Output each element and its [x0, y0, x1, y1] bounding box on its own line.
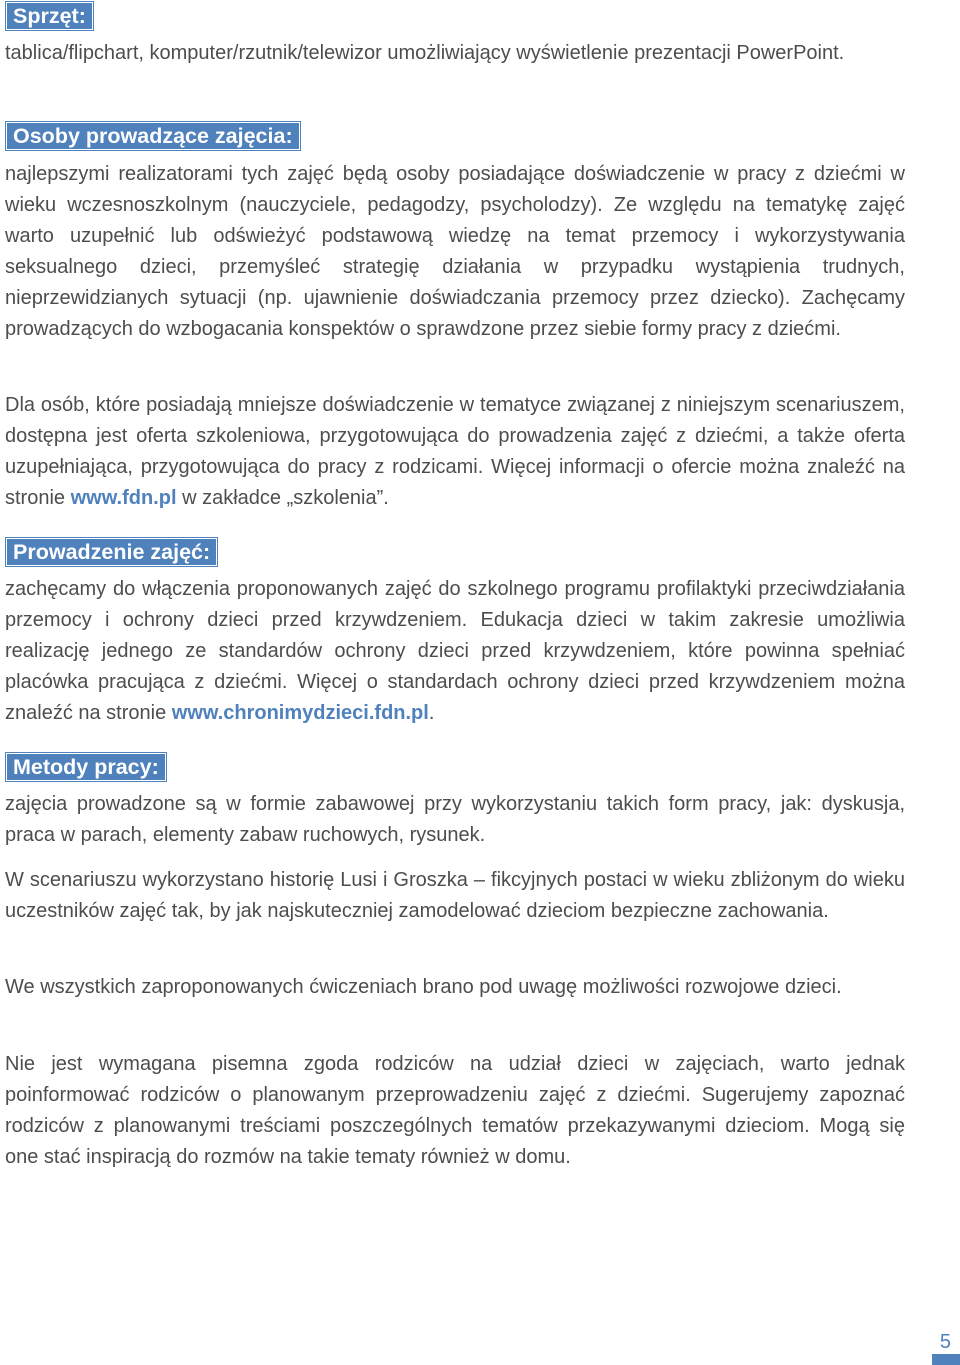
- leaders-paragraph-1: najlepszymi realizatorami tych zajęć będą osoby posiadające doświadczenie w pracy z dziećmi w wieku wczesnoszkolnym (nauczyciele, pedagodzy, psycholodzy). Ze względu na tematykę zajęć warto uzupełnić lub odświeżyć podstawową wiedzę na temat przemocy i wykorzystywania seksualnego dzieci, przemyśleć strategię działania w przypadku wystąpienia trudnych, nieprzewidzianych sytuacji (np. ujawnienie doświadczania przemocy przez dziecko). Zachęcamy prowadzących do wzbogacania konspektów o sprawdzone przez siebie formy pracy z dziećmi.: [5, 163, 905, 340]
- section-equipment: [5, 3, 92, 29]
- section-conducting: [5, 539, 216, 565]
- methods-paragraph-3: We wszystkich zaproponowanych ćwiczeniach brano pod uwagę możliwości rozwojowe dzieci.: [5, 976, 842, 998]
- page-number: 5: [939, 1331, 951, 1353]
- heading-leaders: Osoby prowadzące zajęcia:: [7, 123, 299, 149]
- leaders-paragraph-2: [5, 390, 905, 514]
- footer-accent-bar: [932, 1354, 960, 1365]
- leaders-p2-text: Dla osób, które posiadają mniejsze doświadczenie w tematyce związanej z niniejszym scenariuszem, dostępna jest oferta szkoleniowa, przygotowująca do prowadzenia zajęć z dziećmi, a także oferta uzupełniająca, przygotowująca do pracy z rodzicami. Więcej informacji o ofercie można znaleźć na stronie: [5, 394, 905, 509]
- conducting-paragraph: [5, 574, 905, 729]
- fdn-link[interactable]: www.fdn.pl: [70, 487, 177, 509]
- heading-methods: Metody pracy:: [7, 754, 165, 780]
- conducting-text: zachęcamy do włączenia proponowanych zajęć do szkolnego programu profilaktyki przeciwdziałania przemocy i ochrony dzieci przed krzywdzeniem. Edukacja dzieci w takim zakresie umożliwia realizację jednego ze standardów ochrony dzieci przed krzywdzeniem, które powinna spełniać placówka pracująca z dziećmi. Więcej o standardach ochrony dzieci przed krzywdzeniem można znaleźć na stronie: [5, 578, 905, 724]
- heading-conducting: Prowadzenie zajęć:: [7, 539, 216, 565]
- equipment-paragraph: tablica/flipchart, komputer/rzutnik/telewizor umożliwiający wyświetlenie prezentacji PowerPoint.: [5, 42, 845, 64]
- methods-paragraph-1: zajęcia prowadzone są w formie zabawowej przy wykorzystaniu takich form pracy, jak: dyskusja, praca w parach, elementy zabaw ruchowych, rysunek.: [5, 793, 905, 846]
- heading-equipment: Sprzęt:: [7, 3, 92, 29]
- section-methods: [5, 754, 165, 780]
- leaders-p2-tail: w zakładce „szkolenia”.: [176, 487, 389, 509]
- conducting-tail: .: [428, 702, 435, 724]
- methods-paragraph-2: W scenariuszu wykorzystano historię Lusi i Groszka – fikcyjnych postaci w wieku zbliżonym do wieku uczestników zajęć tak, by jak najskuteczniej zamodelować dzieciom bezpieczne zachowania.: [5, 869, 905, 922]
- methods-paragraph-4: Nie jest wymagana pisemna zgoda rodziców na udział dzieci w zajęciach, warto jednak poinformować rodziców o planowanym przeprowadzeniu zajęć z dziećmi. Sugerujemy zapoznać rodziców z planowanymi treściami poszczególnych tematów przekazywanymi dzieciom. Mogą się one stać inspiracją do rozmów na takie tematy również w domu.: [5, 1053, 905, 1168]
- chronimydzieci-link[interactable]: www.chronimydzieci.fdn.pl: [171, 702, 429, 724]
- section-leaders: [5, 123, 299, 149]
